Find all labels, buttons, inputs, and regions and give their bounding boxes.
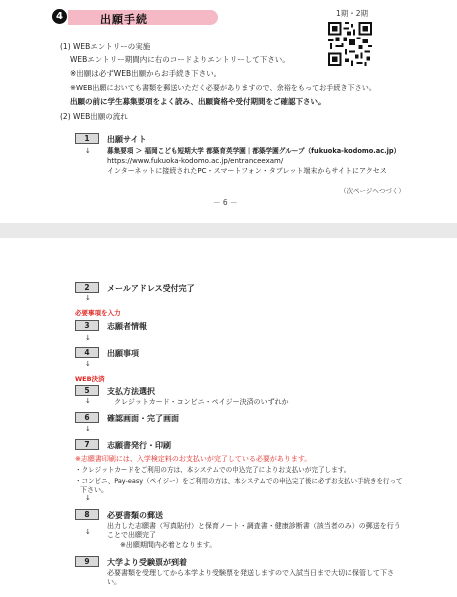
step-number-5: 5: [75, 385, 99, 396]
tag-required-info: 必要事項を入力: [75, 309, 121, 317]
step-number-8: 8: [75, 509, 99, 520]
page-6: [0, 0, 457, 223]
step-number-2: 2: [75, 282, 99, 293]
arrow-down-icon: ↓: [85, 425, 91, 433]
arrow-down-icon: ↓: [85, 334, 91, 342]
step8-deadline-note: ※出願期間内必着となります。: [120, 541, 217, 549]
step-number-4: 4: [75, 347, 99, 358]
period-label: 1期・2期: [336, 9, 369, 18]
step-number-3: 3: [75, 320, 99, 331]
step-label-6: 確認画面・完了画面: [107, 414, 179, 423]
step-number-6: 6: [75, 412, 99, 423]
heading-web-entry: (1) WEBエントリーの実施: [60, 42, 151, 51]
arrow-down-icon: ↓: [85, 494, 91, 502]
heading-web-flow: (2) WEB出願の流れ: [60, 112, 128, 121]
step-label-2: メールアドレス受付完了: [107, 284, 195, 293]
step1-url-link[interactable]: https://www.fukuoka-kodomo.ac.jp/entranceexam/: [107, 157, 284, 165]
continued-note: （次ページへつづく）: [340, 187, 405, 195]
step-label-1: 出願サイト: [107, 135, 147, 144]
convenience-note: ・コンビニ、Pay-easy（ペイジー）をご利用の方は、本システムでの申込完了後に必ずお支払い手続きを行って: [75, 477, 403, 485]
arrow-down-icon: ↓: [85, 397, 91, 405]
step1-access-note: インターネットに接続されたPC・スマートフォン・タブレット端末からサイトにアクセス: [107, 167, 387, 175]
step-label-3: 志願者情報: [107, 322, 147, 331]
tag-web-payment: WEB決済: [75, 375, 105, 383]
print-payment-note: ※志願書印刷には、入学検定料のお支払いが完了している必要があります。: [75, 455, 312, 463]
step-label-8: 必要書類の郵送: [107, 511, 163, 520]
arrow-down-icon: ↓: [85, 294, 91, 302]
arrow-down-icon: ↓: [85, 147, 91, 155]
step-number-7: 7: [75, 439, 99, 450]
note-web-only: ※出願は必ずWEB出願からお手続き下さい。: [70, 69, 222, 78]
section-number-badge: 4: [52, 9, 67, 24]
step8-detail: 出力した志願書（写真貼付）と保育ノート・調査書・健康診断書（該当者のみ）の郵送を行うことで出願完了: [107, 522, 401, 539]
step-number-1: 1: [75, 133, 99, 144]
qr-code-icon[interactable]: [326, 20, 374, 68]
arrow-down-icon: ↓: [85, 528, 91, 536]
arrow-down-icon: ↓: [85, 360, 91, 368]
step-label-9: 大学より受験票が到着: [107, 558, 187, 567]
step5-detail: クレジットカード・コンビニ・ペイジー決済のいずれか: [114, 398, 289, 406]
step-label-7: 志願書発行・印刷: [107, 441, 171, 450]
note-read-guide: 出願の前に学生募集要項をよく読み、出願資格や受付期間をご確認下さい。: [70, 97, 326, 106]
step9-detail: 必要書類を受理してから本学より受験票を発送しますので入試当日まで大切に保管して下さい。: [107, 569, 394, 586]
note-mail-documents: ※WEB出願においても書類を郵送いただく必要がありますので、余裕をもってお手続き下さい。: [70, 83, 376, 92]
step-label-4: 出願事項: [107, 349, 139, 358]
page-7: [0, 238, 457, 597]
convenience-note-cont: 下さい。: [80, 486, 108, 494]
step-number-9: 9: [75, 556, 99, 567]
page-number: － 6 －: [213, 198, 238, 207]
step-label-5: 支払方法選択: [107, 387, 155, 396]
step1-breadcrumb: 募集要項 ＞ 福岡こども短期大学 都築育英学園｜都築学園グループ（fukuoka-kodomo.ac.jp）: [107, 147, 401, 155]
entry-instruction: WEBエントリー期間内に右のコードよりエントリーして下さい。: [70, 55, 290, 64]
credit-card-note: ・クレジットカードをご利用の方は、本システムでの申込完了によりお支払いが完了します。: [75, 466, 351, 474]
section-title: 出願手続: [100, 13, 148, 26]
